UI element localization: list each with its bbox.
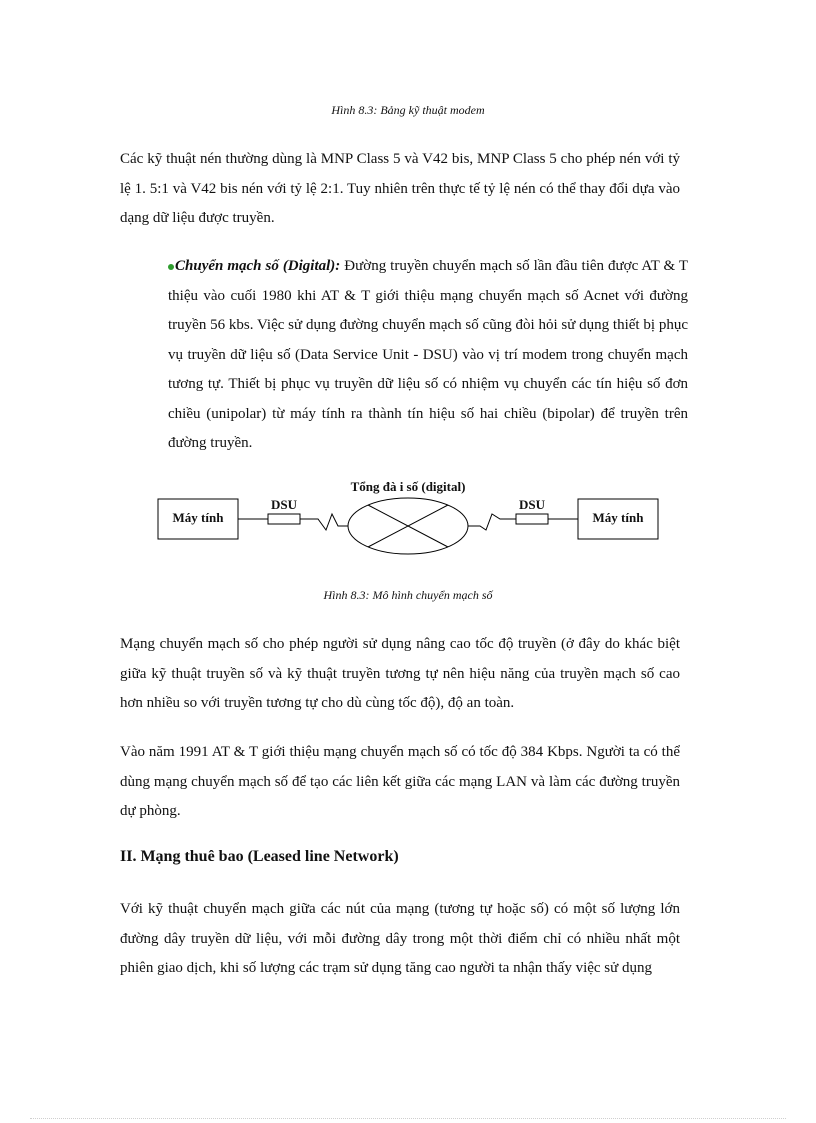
paragraph-leased-intro: Với kỹ thuật chuyển mạch giữa các nút của mạng (tương tự hoặc số) có một số lượng lớn đường dây truyền dữ liệu, với mỗi đường dây trong một thời điểm chỉ có nhiều nhất một phiên giao dịch, khi số lượng các trạm sử dụng tăng cao người ta nhận thấy việc sử dụng bbox=[120, 901, 680, 976]
digital-switching-lead: Chuyển mạch số (Digital): bbox=[175, 258, 341, 274]
paragraph-1991: Vào năm 1991 AT & T giới thiệu mạng chuyển mạch số có tốc độ 384 Kbps. Người ta có thể dùng mạng chuyển mạch số để tạo các liên kết giữa các mạng LAN và làm các đường truyền dự phòng. bbox=[120, 744, 680, 819]
bullet-icon bbox=[168, 264, 174, 270]
left-dsu-box bbox=[268, 514, 300, 524]
figure-caption-digital-switching: Hình 8.3: Mô hình chuyển mạch số bbox=[323, 588, 493, 602]
page-bottom-rule bbox=[30, 1118, 786, 1119]
right-dsu-label: DSU bbox=[518, 497, 545, 512]
left-dsu-label: DSU bbox=[270, 497, 297, 512]
digital-switching-body: Đường truyền chuyển mạch số lần đầu tiên được AT & T thiệu vào cuối 1980 khi AT & T giới thiệu mạng chuyển mạch số Acnet với đường truyền 56 kbs. Việc sử dụng đường chuyển mạch số cũng đòi hỏi sử dụng thiết bị phục vụ truyền dữ liệu số (Data Service Unit - DSU) vào vị trí modem trong chuyển mạch tương tự. Thiết bị phục vụ truyền dữ liệu số có nhiệm vụ chuyển các tín hiệu số đơn chiều (unipolar) từ máy tính ra thành tín hiệu số hai chiều (bipolar) để truyền trên đường truyền. bbox=[168, 258, 689, 451]
section-heading-leased-line: II. Mạng thuê bao (Leased line Network) bbox=[120, 848, 399, 865]
exchange-title: Tổng đà i số (digital) bbox=[350, 479, 466, 494]
right-link-zigzag bbox=[468, 514, 516, 530]
figure-caption-modem-table: Hình 8.3: Bảng kỹ thuật modem bbox=[331, 103, 485, 117]
left-computer-label: Máy tính bbox=[172, 510, 224, 525]
paragraph-digital-network: Mạng chuyển mạch số cho phép người sử dụng nâng cao tốc độ truyền (ở đây do khác biệt giữa kỹ thuật truyền số và kỹ thuật truyền tương tự nên hiệu năng của truyền mạch số cao hơn nhiều so với truyền tương tự cho dù cùng tốc độ), độ an toàn. bbox=[120, 636, 680, 711]
right-computer-label: Máy tính bbox=[592, 510, 644, 525]
left-link-zigzag bbox=[300, 514, 348, 530]
paragraph-digital-switching bbox=[168, 252, 688, 459]
right-dsu-box bbox=[516, 514, 548, 524]
paragraph-compression: Các kỹ thuật nén thường dùng là MNP Class 5 và V42 bis, MNP Class 5 cho phép nén với tỷ lệ 1. 5:1 và V42 bis nén với tỷ lệ 2:1. Tuy nhiên trên thực tế tỷ lệ nén có thể thay đổi dựa vào dạng dữ liệu được truyền. bbox=[120, 151, 680, 226]
